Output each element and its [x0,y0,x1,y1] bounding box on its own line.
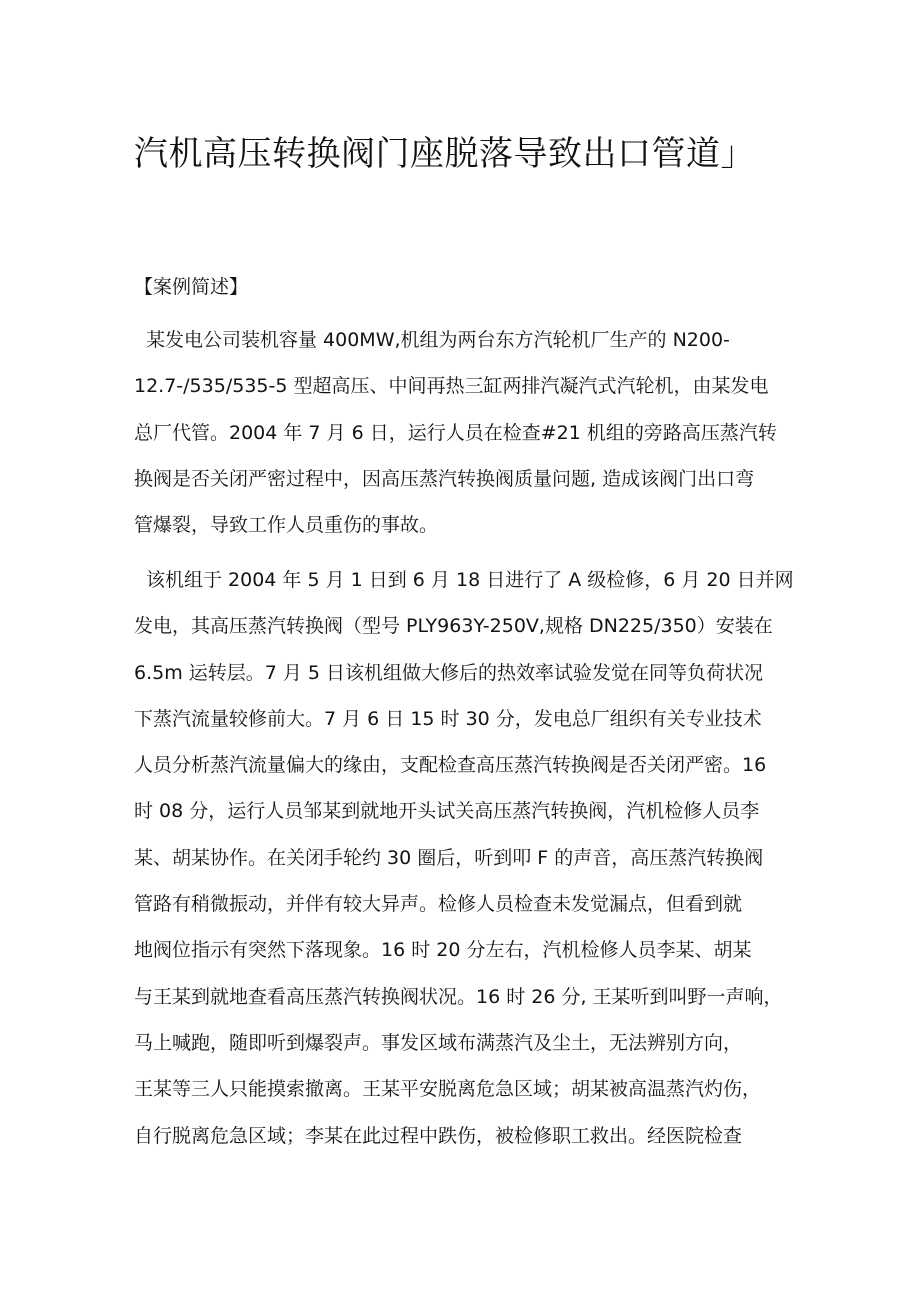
text-line: 12.7-/535/535-5 型超高压、中间再热三缸两排汽凝汽式汽轮机，由某发电 [134,375,769,398]
text-line: 与王某到就地查看高压蒸汽转换阀状况。16 时 26 分, 王某听到叫野一声响， [134,985,783,1008]
section-heading: 【案例简述】 [134,276,249,298]
text-line: 人员分析蒸汽流量偏大的缘由，支配检查高压蒸汽转换阀是否关闭严密。16 [134,754,767,777]
text-line: 6.5m 运转层。7 月 5 日该机组做大修后的热效率试验发觉在同等负荷状况 [134,661,764,684]
paragraph-case-summary [134,317,794,548]
text-line: 某发电公司装机容量 400MW,机组为两台东方汽轮机厂生产的 N200- [146,329,730,351]
text-line: 发电，其高压蒸汽转换阀（型号 PLY963Y-250V,规格 DN225/350）安装在 [134,615,773,638]
text-line: 王某等三人只能摸索撤离。王某平安脱离危急区域；胡某被高温蒸汽灼伤， [134,1078,762,1101]
text-line: 地阀位指示有突然下落现象。16 时 20 分左右，汽机检修人员李某、胡某 [134,939,752,962]
text-line: 自行脱离危急区域；李某在此过程中跌伤，被检修职工救出。经医院检查 [134,1124,743,1147]
text-line: 时 08 分，运行人员邹某到就地开头试关高压蒸汽转换阀，汽机检修人员李 [134,800,760,823]
text-line: 管路有稍微振动，并伴有较大异声。检修人员检查未发觉漏点，但看到就 [134,893,743,916]
text-line: 马上喊跑，随即听到爆裂声。事发区域布满蒸汽及尘土，无法辨别方向， [134,1031,743,1054]
text-line: 某、胡某协作。在关闭手轮约 30 圈后，听到叩 F 的声音，高压蒸汽转换阀 [134,846,764,869]
document-title: 汽机高压转换阀门座脱落导致出口管道」 [134,134,755,174]
text-line: 该机组于 2004 年 5 月 1 日到 6 月 18 日进行了 A 级检修，6 月 20 日并网 [146,569,794,591]
paragraph-incident-details [134,557,794,1159]
text-line: 总厂代管。2004 年 7 月 6 日，运行人员在检查#21 机组的旁路高压蒸汽转 [134,421,777,444]
text-line: 管爆裂，导致工作人员重伤的事故。 [134,514,439,537]
text-line: 换阀是否关闭严密过程中，因高压蒸汽转换阀质量问题, 造成该阀门出口弯 [134,467,755,490]
text-line: 下蒸汽流量较修前大。7 月 6 日 15 时 30 分，发电总厂组织有关专业技术 [134,707,762,730]
